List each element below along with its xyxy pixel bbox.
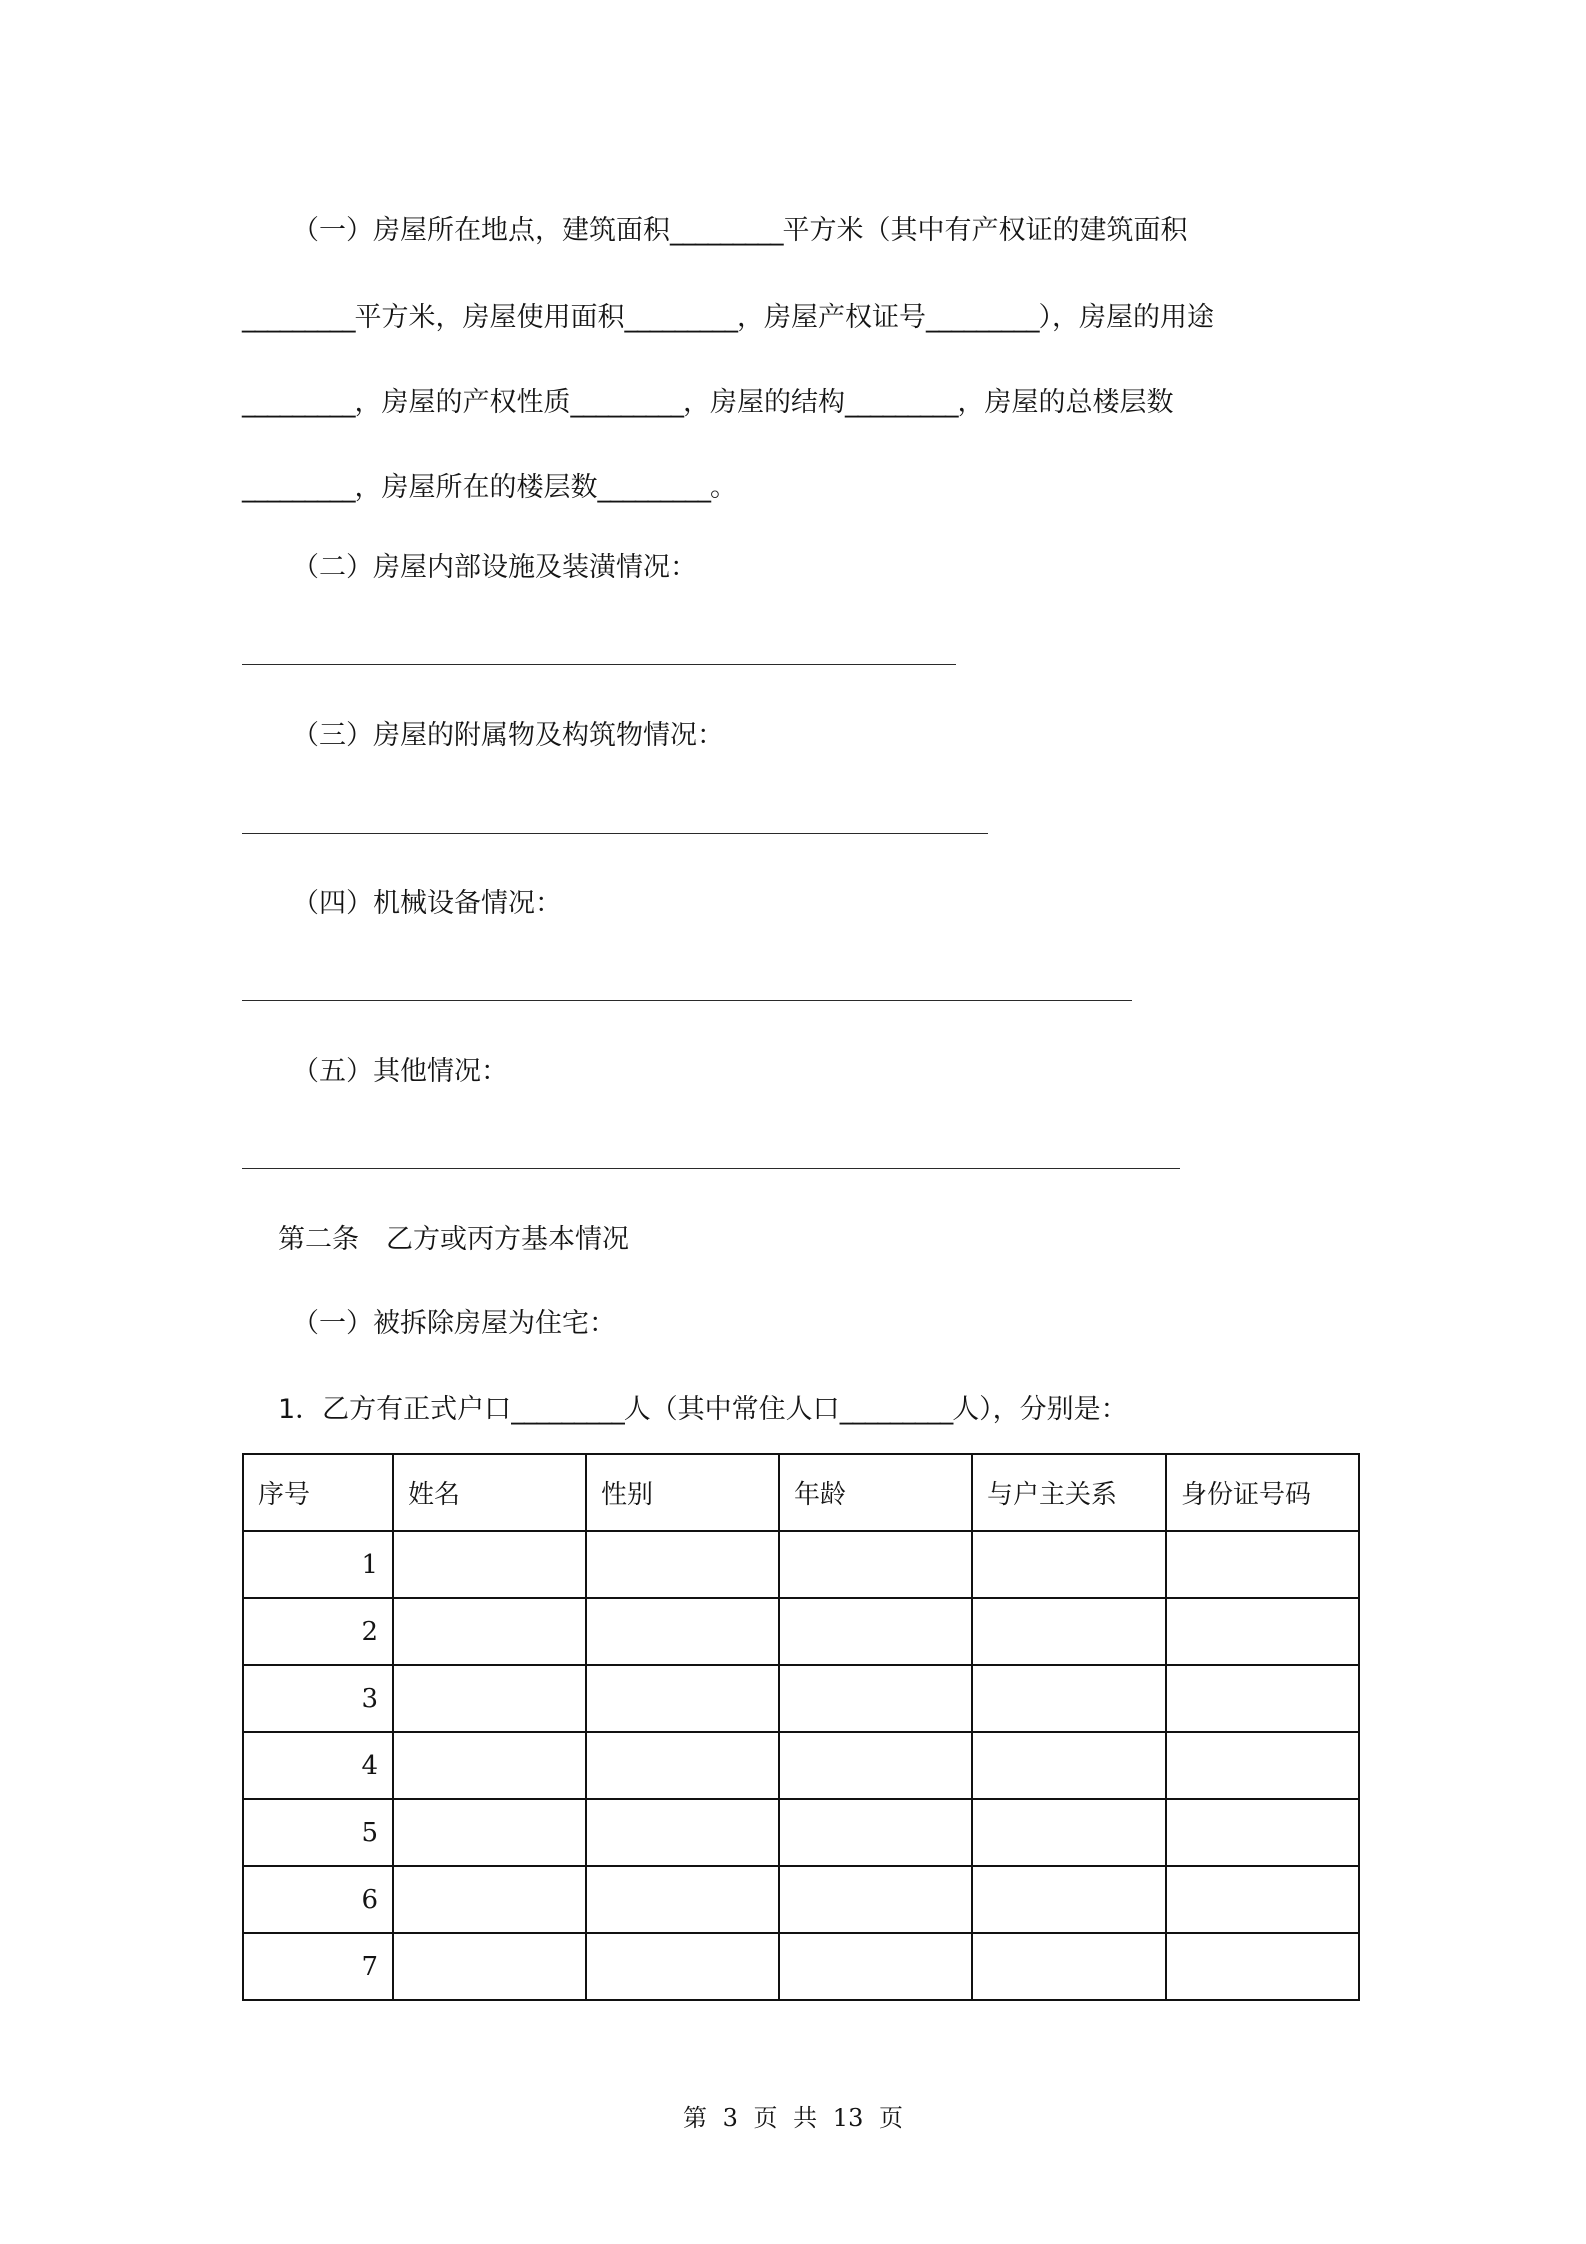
id-number-cell <box>1166 1866 1359 1933</box>
gender-cell <box>586 1665 779 1732</box>
relationship-cell <box>972 1598 1166 1665</box>
name-cell <box>393 1866 586 1933</box>
id-number-cell <box>1166 1598 1359 1665</box>
age-cell <box>779 1732 972 1799</box>
article-2-heading: 第二条 乙方或丙方基本情况 <box>278 1224 629 1255</box>
id-number-cell <box>1166 1531 1359 1598</box>
registered-count-blank: _________ <box>511 1394 624 1425</box>
section-1-line-3 <box>242 386 1174 420</box>
row-index: 5 <box>243 1799 393 1866</box>
row-index: 2 <box>243 1598 393 1665</box>
gender-cell <box>586 1799 779 1866</box>
relationship-cell <box>972 1799 1166 1866</box>
household-text: 人），分别是： <box>952 1394 1128 1425</box>
table-row <box>243 1799 1359 1866</box>
section-1-text: ，房屋所在的楼层数 <box>354 472 598 503</box>
row-index: 3 <box>243 1665 393 1732</box>
age-cell <box>779 1531 972 1598</box>
subsection-1-heading: （一）被拆除房屋为住宅： <box>292 1308 616 1339</box>
table-row <box>243 1531 1359 1598</box>
section-1-text: ），房屋的用途 <box>1038 302 1214 333</box>
name-cell <box>393 1665 586 1732</box>
row-index: 4 <box>243 1732 393 1799</box>
section-4-fill-line <box>242 1000 1132 1001</box>
table-row <box>243 1598 1359 1665</box>
row-index: 6 <box>243 1866 393 1933</box>
relationship-cell <box>972 1531 1166 1598</box>
name-cell <box>393 1732 586 1799</box>
section-1-text: ，房屋产权证号 <box>737 302 926 333</box>
gender-cell <box>586 1866 779 1933</box>
total-floors-blank: _________ <box>242 472 355 503</box>
section-3-heading: （三）房屋的附属物及构筑物情况： <box>292 720 724 751</box>
table-row <box>243 1866 1359 1933</box>
id-number-cell <box>1166 1732 1359 1799</box>
table-row <box>243 1732 1359 1799</box>
certificate-number-blank: _________ <box>926 302 1039 333</box>
floor-number-blank: _________ <box>597 472 710 503</box>
page-number-footer: 第 3 页 共 13 页 <box>683 2104 903 2132</box>
id-number-cell <box>1166 1799 1359 1866</box>
age-cell <box>779 1799 972 1866</box>
table-row <box>243 1933 1359 2000</box>
relationship-cell <box>972 1665 1166 1732</box>
relationship-cell <box>972 1866 1166 1933</box>
gender-cell <box>586 1732 779 1799</box>
property-nature-blank: _________ <box>570 387 683 418</box>
section-3-fill-line <box>242 833 988 834</box>
building-area-blank: _________ <box>670 215 783 246</box>
table-row <box>243 1665 1359 1732</box>
header-name: 姓名 <box>393 1454 586 1531</box>
age-cell <box>779 1933 972 2000</box>
section-5-heading: （五）其他情况： <box>292 1056 508 1087</box>
section-2-heading: （二）房屋内部设施及装潢情况： <box>292 552 697 583</box>
household-line <box>278 1393 1128 1427</box>
age-cell <box>779 1598 972 1665</box>
gender-cell <box>586 1531 779 1598</box>
usage-blank: _________ <box>242 387 355 418</box>
gender-cell <box>586 1598 779 1665</box>
header-gender: 性别 <box>586 1454 779 1531</box>
section-1-text: ，房屋的总楼层数 <box>957 387 1174 418</box>
household-text: 1．乙方有正式户口 <box>278 1394 512 1425</box>
section-1-text: ，房屋的产权性质 <box>354 387 571 418</box>
gender-cell <box>586 1933 779 2000</box>
section-1-text: 平方米（其中有产权证的建筑面积 <box>782 215 1188 246</box>
relationship-cell <box>972 1732 1166 1799</box>
name-cell <box>393 1598 586 1665</box>
structure-blank: _________ <box>845 387 958 418</box>
age-cell <box>779 1665 972 1732</box>
household-text: 人（其中常住人口 <box>623 1394 840 1425</box>
row-index: 7 <box>243 1933 393 2000</box>
row-index: 1 <box>243 1531 393 1598</box>
name-cell <box>393 1799 586 1866</box>
section-1-text: ，房屋的结构 <box>683 387 845 418</box>
section-1-text: 。 <box>710 472 737 503</box>
resident-count-blank: _________ <box>839 1394 953 1425</box>
section-5-fill-line <box>242 1168 1180 1169</box>
section-4-heading: （四）机械设备情况： <box>292 888 562 919</box>
table-header-row <box>243 1454 1359 1531</box>
name-cell <box>393 1531 586 1598</box>
section-2-fill-line <box>242 664 956 665</box>
section-1-line-4 <box>242 471 737 505</box>
id-number-cell <box>1166 1665 1359 1732</box>
age-cell <box>779 1866 972 1933</box>
header-index: 序号 <box>243 1454 393 1531</box>
certified-area-blank: _________ <box>242 302 355 333</box>
household-members-table <box>242 1453 1360 2001</box>
id-number-cell <box>1166 1933 1359 2000</box>
header-id-number: 身份证号码 <box>1166 1454 1359 1531</box>
section-1-line-2 <box>242 301 1214 335</box>
section-1-line-1 <box>292 214 1188 248</box>
header-relationship: 与户主关系 <box>972 1454 1166 1531</box>
relationship-cell <box>972 1933 1166 2000</box>
header-age: 年龄 <box>779 1454 972 1531</box>
section-1-text: （一）房屋所在地点，建筑面积 <box>292 215 670 246</box>
usable-area-blank: _________ <box>624 302 737 333</box>
name-cell <box>393 1933 586 2000</box>
section-1-text: 平方米，房屋使用面积 <box>354 302 625 333</box>
